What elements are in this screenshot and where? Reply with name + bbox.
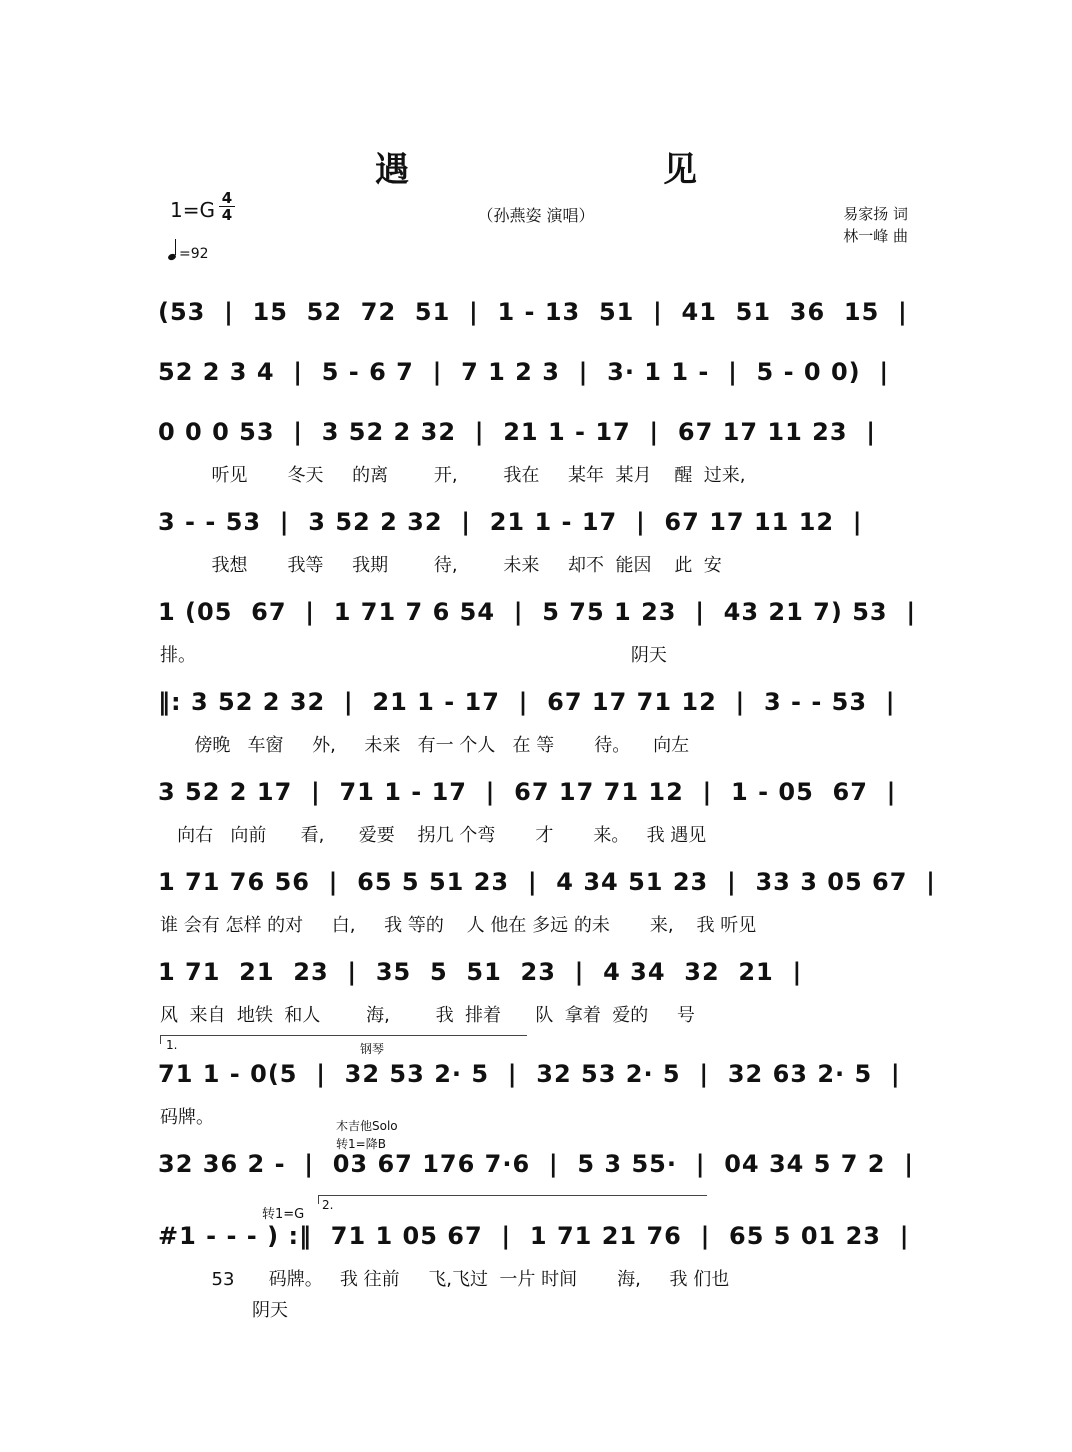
second-ending-bracket	[318, 1195, 707, 1204]
song-title: 遇 见	[375, 150, 807, 190]
lyric-row-12: 53 码牌。 我 往前 飞,飞过 一片 时间 海, 我 们也	[160, 1269, 730, 1290]
notation-row-4: 3 - - 53 | 3 52 2 32 | 21 1 - 17 | 67 17 11 12 |	[158, 508, 863, 536]
time-signature-top: 4	[219, 190, 235, 207]
final-lyric-line: 阴天	[252, 1300, 288, 1321]
notation-row-12: #1 - - - ) :‖ 71 1 05 67 | 1 71 21 76 | 65 5 01 23 |	[158, 1222, 910, 1250]
notation-row-11: 32 36 2 - | 03 67 176 7·6 | 5 3 55· | 04 34 5 7 2 |	[158, 1150, 914, 1178]
key-signature: 1=G	[170, 198, 215, 222]
notation-row-2: 52 2 3 4 | 5 - 6 7 | 7 1 2 3 | 3· 1 1 - | 5 - 0 0) |	[158, 358, 890, 386]
lyricist-credit: 易家扬 词	[843, 205, 908, 223]
lyric-row-4: 我想 我等 我期 待, 未来 却不 能因 此 安	[160, 555, 722, 576]
time-signature-bottom: 4	[221, 206, 233, 224]
tempo-marking	[168, 242, 209, 262]
lyric-row-9: 风 来自 地铁 和人 海, 我 排着 队 拿着 爱的 号	[160, 1005, 695, 1026]
modulation-b-flat-label: 转1=降B	[336, 1137, 386, 1151]
lyric-row-7: 向右 向前 看, 爱要 拐几 个弯 才 来。 我 遇见	[160, 825, 707, 846]
lyric-row-10: 码牌。	[160, 1107, 214, 1128]
notation-row-8: 1 71 76 56 | 65 5 51 23 | 4 34 51 23 | 33 3 05 67 |	[158, 868, 936, 896]
guitar-solo-label: 木吉他Solo	[336, 1119, 398, 1133]
time-signature	[219, 190, 235, 223]
second-ending-label: 2.	[322, 1198, 334, 1212]
composer-credit: 林一峰 曲	[843, 227, 908, 245]
piano-label: 钢琴	[360, 1042, 385, 1056]
notation-row-5: 1 (05 67 | 1 71 7 6 54 | 5 75 1 23 | 43 21 7) 53 |	[158, 598, 917, 626]
notation-row-10: 71 1 - 0(5 | 32 53 2· 5 | 32 53 2· 5 | 32 63 2· 5 |	[158, 1060, 901, 1088]
credits	[843, 203, 908, 247]
singer-credit: （孙燕姿 演唱）	[477, 206, 595, 225]
notation-row-6: ‖: 3 52 2 32 | 21 1 - 17 | 67 17 71 12 | 3 - - 53 |	[158, 688, 896, 716]
lyric-row-3: 听见 冬天 的离 开, 我在 某年 某月 醒 过来,	[160, 465, 746, 486]
tempo-value: =92	[179, 246, 209, 262]
notation-row-9: 1 71 21 23 | 35 5 51 23 | 4 34 32 21 |	[158, 958, 803, 986]
notation-row-7: 3 52 2 17 | 71 1 - 17 | 67 17 71 12 | 1 - 05 67 |	[158, 778, 897, 806]
lyric-row-5: 排。 阴天	[160, 645, 667, 666]
first-ending-bracket	[160, 1035, 527, 1044]
notation-row-1: (53 | 15 52 72 51 | 1 - 13 51 | 41 51 36 15 |	[158, 298, 908, 326]
lyric-row-8: 谁 会有 怎样 的对 白, 我 等的 人 他在 多远 的未 来, 我 听见	[160, 915, 757, 936]
first-ending-label: 1.	[166, 1038, 178, 1052]
lyric-row-6: 傍晚 车窗 外, 未来 有一 个人 在 等 待。 向左	[160, 735, 690, 756]
quarter-note-stem-icon	[175, 239, 176, 255]
modulation-g-label: 转1=G	[262, 1207, 305, 1222]
notation-row-3: 0 0 0 53 | 3 52 2 32 | 21 1 - 17 | 67 17 11 23 |	[158, 418, 877, 446]
